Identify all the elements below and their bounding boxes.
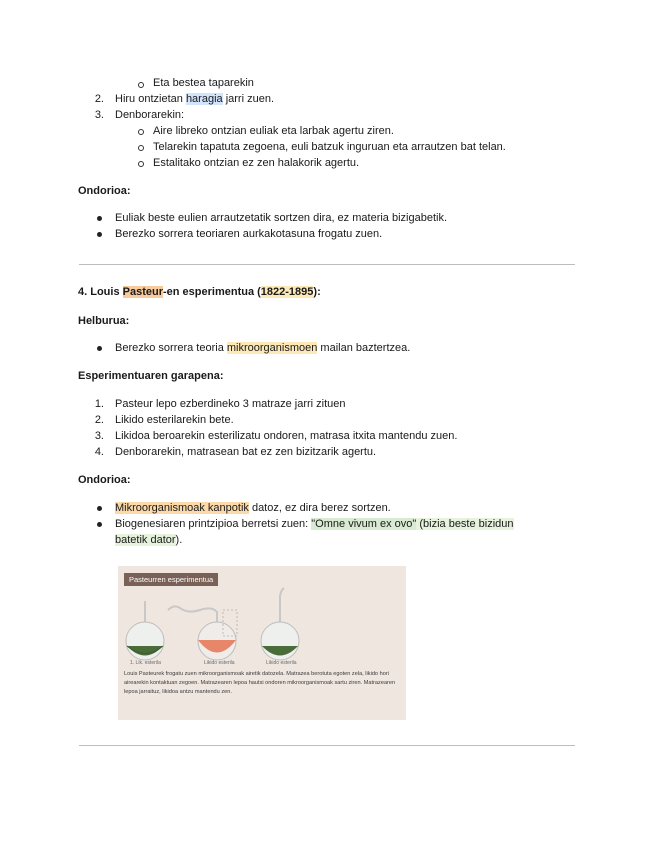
highlight-mikroorganismoak: Mikroorganismoak kanpotik [115,502,249,514]
pasteur-figure [118,566,406,720]
figure-caption: Louis Pasteurek frogatu zuen mikroorganismoak airetik datozela. Matrazea berotuta egoten zela, likido hori airearekin kontaktuan zegoen. Matrazearen lepoa hautsi ondoren mikroorganismoak sartu ziren. Matrazearen lepoa jarraituz, likidoa antzu mantendu zen. [124,671,396,695]
text-run: Berezko sorrera teoria [115,342,227,354]
sub-bullet [138,161,144,167]
flask-3-label: Likido esterila [266,660,297,666]
bullet-item: Berezko sorrera teoriaren aurkakotasuna frogatu zuen. [115,228,383,240]
goal-item [115,341,410,355]
list-number: 3. [94,430,104,442]
highlight-continued: (bizia beste bizidun [416,518,514,530]
section-heading: Ondorioa: [78,185,131,197]
goal-heading: Helburua: [78,315,130,327]
text-run: ): [313,286,321,298]
highlight-omne-vivum: "Omne vivum ex ovo" [311,518,417,530]
figure-title: Pasteurren esperimentua [124,573,218,586]
sub-item: Eta bestea taparekin [153,77,254,89]
list-item: Denborarekin: [115,109,185,121]
conclusion-item-cont [115,533,182,547]
sub-item: Estalitako ontzian ez zen halakorik agertu. [153,157,360,169]
highlight-pasteur: Pasteur [122,286,163,298]
text-run: ). [175,534,183,546]
list-number: 3. [94,109,104,121]
bullet [97,522,102,527]
flask-1 [126,601,164,660]
list-number: 4. [94,446,104,458]
text-run: datoz, ez dira berez sortzen. [248,502,391,514]
text-run: jarri zuen. [222,93,274,105]
text-run: 4. Louis [78,286,123,298]
sub-bullet [138,129,144,135]
step-item: Likidoa beroarekin esterilizatu ondoren, matrasa itxita mantendu zuen. [115,430,458,442]
dev-heading: Esperimentuaren garapena: [78,370,224,382]
sub-item: Telarekin tapatuta zegoena, euli batzuk inguruan eta arrautzen bat telan. [153,141,506,153]
bullet [97,506,102,511]
conclusion-item [115,501,391,515]
step-item: Denborarekin, matrasean bat ez zen bizitzarik agertu. [115,446,377,458]
section-title [78,285,321,299]
highlight-haragia: haragia [185,93,223,105]
bullet [97,216,102,221]
list-item [115,92,274,106]
flask-2-label: Likido esterila [204,660,235,666]
text-run: mailan baztertzea. [317,342,411,354]
list-number: 1. [94,398,104,410]
bullet [97,232,102,237]
list-number: 2. [94,414,104,426]
flask-3 [261,588,299,660]
divider [79,745,575,746]
conclusion-item [115,517,514,531]
step-item: Pasteur lepo ezberdineko 3 matraze jarri zituen [115,398,346,410]
sub-bullet [138,82,144,88]
text-run: Hiru ontzietan [115,93,186,105]
sub-item: Aire libreko ontzian euliak eta larbak agertu ziren. [153,125,394,137]
flask-1-label: 1. Lik. esterila [130,660,161,666]
highlight-years: 1822-1895 [260,286,314,298]
flask-2 [168,606,237,660]
conclusion-heading: Ondorioa: [78,474,131,486]
bullet-item: Euliak beste eulien arrautzetatik sortzen dira, ez materia bizigabetik. [115,212,448,224]
bullet [97,346,102,351]
highlight-mikroorganismoen: mikroorganismoen [226,342,318,354]
text-run: -en esperimentua ( [162,286,261,298]
step-item: Likido esterilarekin bete. [115,414,234,426]
highlight-batetik-dator: batetik dator [115,534,176,546]
sub-bullet [138,145,144,151]
list-number: 2. [94,93,104,105]
divider [79,264,575,265]
flasks-illustration [118,566,406,666]
text-run: Biogenesiaren printzipioa berretsi zuen: [115,518,312,530]
